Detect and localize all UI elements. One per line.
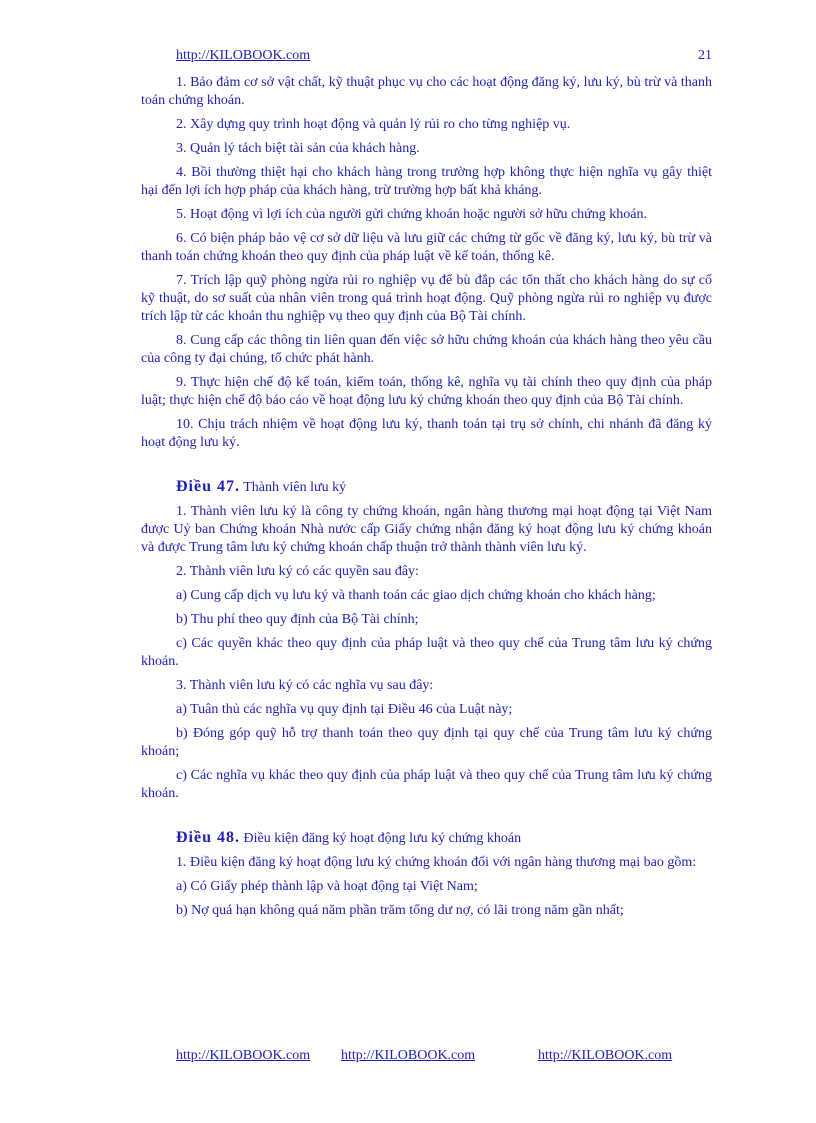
paragraph: 5. Hoạt động vì lợi ích của người gửi chứng khoán hoặc người sở hữu chứng khoán. — [176, 207, 647, 222]
paragraph: 2. Xây dựng quy trình hoạt động và quản lý rủi ro cho từng nghiệp vụ. — [176, 117, 571, 132]
paragraph: 10. Chịu trách nhiệm về hoạt động lưu ký, thanh toán tại trụ sở chính, chi nhánh đã đăng ký hoạt động lưu ký. — [141, 417, 712, 450]
paragraph: 6. Có biện pháp bảo vệ cơ sở dữ liệu và lưu giữ các chứng từ gốc về đăng ký, lưu ký, bù trừ và thanh toán chứng khoán theo quy định của pháp luật về kế toán, thống kê. — [141, 231, 712, 264]
paragraph: 3. Quản lý tách biệt tài sản của khách hàng. — [176, 141, 420, 156]
article-48-title: Điều kiện đăng ký hoạt động lưu ký chứng khoán — [243, 831, 522, 846]
paragraph: b) Nợ quá hạn không quá năm phần trăm tổng dư nợ, có lãi trong năm gần nhất; — [176, 903, 624, 918]
paragraph: c) Các quyền khác theo quy định của pháp luật và theo quy chế của Trung tâm lưu ký chứng khoán. — [141, 636, 712, 669]
paragraph: 4. Bồi thường thiệt hại cho khách hàng trong trường hợp không thực hiện nghĩa vụ gây thiệt hại đến lợi ích hợp pháp của khách hàng, trừ trường hợp bất khả kháng. — [141, 165, 712, 198]
paragraph: 2. Thành viên lưu ký có các quyền sau đây: — [176, 564, 419, 579]
paragraph: c) Các nghĩa vụ khác theo quy định của pháp luật và theo quy chế của Trung tâm lưu ký chứng khoán. — [141, 768, 712, 801]
header-link[interactable]: http://KILOBOOK.com — [176, 48, 311, 63]
paragraph: 3. Thành viên lưu ký có các nghĩa vụ sau đây: — [176, 678, 434, 693]
paragraph: b) Thu phí theo quy định của Bộ Tài chính; — [176, 612, 419, 627]
article-48-label: Điều 48. — [176, 829, 240, 846]
page-number: 21 — [698, 48, 712, 63]
document-body — [141, 74, 712, 926]
paragraph: 9. Thực hiện chế độ kế toán, kiểm toán, thống kê, nghĩa vụ tài chính theo quy định của pháp luật; thực hiện chế độ báo cáo về hoạt động lưu ký chứng khoán theo quy định của Bộ Tài chính. — [141, 375, 712, 408]
paragraph: 7. Trích lập quỹ phòng ngừa rủi ro nghiệp vụ để bù đắp các tổn thất cho khách hàng do sự cố kỹ thuật, do sơ suất của nhân viên trong quá trình hoạt động. Quỹ phòng ngừa rủi ro nghiệp vụ được trích lập từ các khoản thu nghiệp vụ theo quy định của Bộ Tài chính. — [141, 273, 712, 324]
paragraph: a) Tuân thủ các nghĩa vụ quy định tại Điều 46 của Luật này; — [176, 702, 513, 717]
page-header — [176, 48, 712, 68]
footer-link[interactable]: http://KILOBOOK.com — [538, 1048, 673, 1063]
paragraph: a) Có Giấy phép thành lập và hoạt động tại Việt Nam; — [176, 879, 478, 894]
footer-link[interactable]: http://KILOBOOK.com — [176, 1048, 311, 1063]
paragraph: 1. Bảo đảm cơ sở vật chất, kỹ thuật phục vụ cho các hoạt động đăng ký, lưu ký, bù trừ và thanh toán chứng khoán. — [141, 75, 712, 108]
article-47-label: Điều 47. — [176, 478, 240, 495]
paragraph: 1. Điều kiện đăng ký hoạt động lưu ký chứng khoán đối với ngân hàng thương mại bao gồm: — [176, 855, 697, 870]
paragraph: a) Cung cấp dịch vụ lưu ký và thanh toán các giao dịch chứng khoán cho khách hàng; — [176, 588, 656, 603]
article-48-heading — [141, 829, 712, 848]
article-47-heading — [141, 478, 712, 497]
paragraph: 8. Cung cấp các thông tin liên quan đến việc sở hữu chứng khoán của khách hàng theo yêu cầu của công ty đại chúng, tổ chức phát hành. — [141, 333, 712, 366]
paragraph: b) Đóng góp quỹ hỗ trợ thanh toán theo quy định tại quy chế của Trung tâm lưu ký chứng khoán; — [141, 726, 712, 759]
page-footer — [176, 1048, 696, 1068]
footer-link[interactable]: http://KILOBOOK.com — [341, 1048, 476, 1063]
paragraph: 1. Thành viên lưu ký là công ty chứng khoán, ngân hàng thương mại hoạt động tại Việt Nam được Uỷ ban Chứng khoán Nhà nước cấp Giấy chứng nhận đăng ký hoạt động lưu ký chứng khoán và được Trung tâm lưu ký chứng khoán chấp thuận trở thành thành viên lưu ký. — [141, 504, 712, 555]
article-47-title: Thành viên lưu ký — [243, 480, 347, 495]
